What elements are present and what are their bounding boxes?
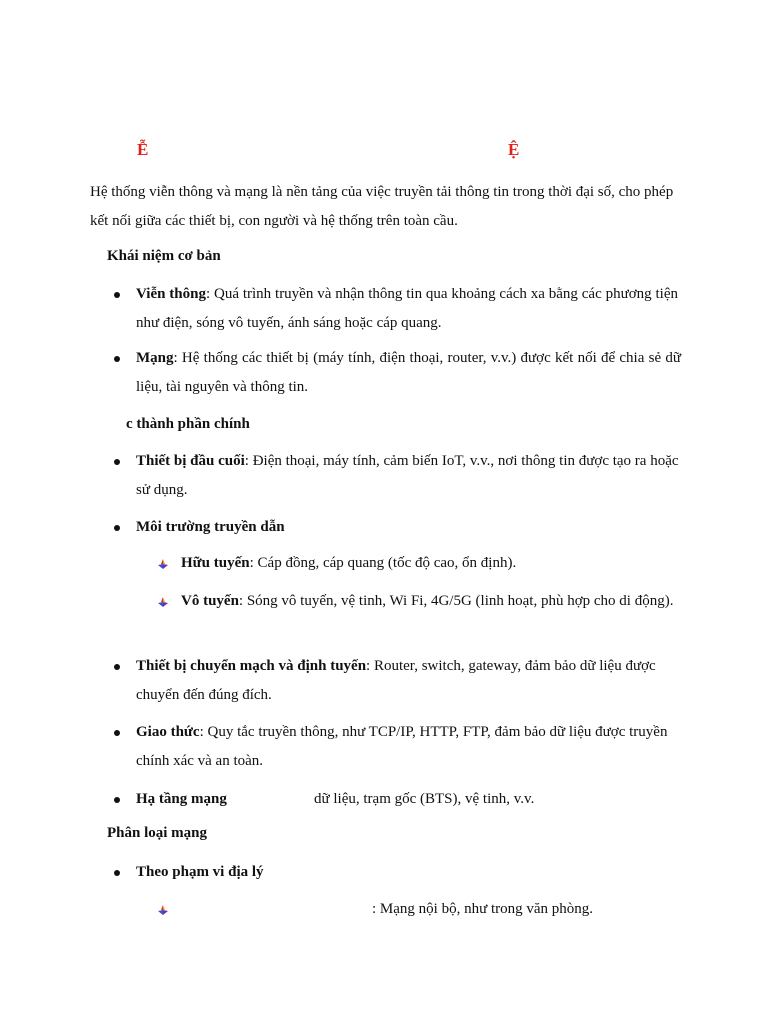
section-heading-basic-concepts: Khái niệm cơ bản <box>107 248 221 264</box>
list-item-telecom <box>136 280 678 338</box>
bullet-icon <box>114 730 120 736</box>
term-infrastructure: Hạ tầng mạng <box>136 791 227 807</box>
four-color-arrow-icon <box>158 597 168 607</box>
intro-paragraph: Hệ thống viễn thông và mạng là nền tảng của việc truyền tải thông tin trong thời đại số, cho phép kết nối giữa các thiết bị, con người và hệ thống trên toàn cầu. <box>90 184 674 229</box>
term-wired: Hữu tuyến <box>181 555 250 571</box>
title-left-fragment: Ễ <box>137 140 149 159</box>
list-item-switching-routing <box>136 652 681 710</box>
desc-protocols: : Quy tắc truyền thông, như TCP/IP, HTTP, FTP, đảm bảo dữ liệu được truyền chính xác và an toàn. <box>136 724 668 769</box>
section-heading-network-classification: Phân loại mạng <box>107 825 208 841</box>
desc-infrastructure: dữ liệu, trạm gốc (BTS), vệ tinh, v.v. <box>314 791 535 807</box>
bullet-icon <box>114 870 120 876</box>
term-network: Mạng <box>136 350 174 366</box>
sub-item-lan-desc: : Mạng nội bộ, như trong văn phòng. <box>372 901 594 917</box>
desc-wired: : Cáp đồng, cáp quang (tốc độ cao, ổn định). <box>249 555 517 571</box>
bullet-icon <box>114 525 120 531</box>
list-item-protocols <box>136 718 681 776</box>
desc-end-devices: : Điện thoại, máy tính, cảm biến IoT, v.v., nơi thông tin được tạo ra hoặc sử dụng. <box>136 453 679 498</box>
term-geographic-scope: Theo phạm vi địa lý <box>136 864 264 880</box>
title-right-fragment: Ệ <box>508 140 520 159</box>
list-item-transmission-medium <box>136 513 285 542</box>
term-end-devices: Thiết bị đầu cuối <box>136 453 245 469</box>
section-heading-main-components: c thành phần chính <box>126 416 250 432</box>
term-wireless: Vô tuyến <box>181 593 239 609</box>
bullet-icon <box>114 797 120 803</box>
term-telecom: Viễn thông <box>136 286 206 302</box>
list-item-infrastructure <box>136 785 227 814</box>
term-transmission-medium: Môi trường truyền dẫn <box>136 519 285 535</box>
bullet-icon <box>114 292 120 298</box>
bullet-icon <box>114 356 120 362</box>
desc-switching-routing: : Router, switch, gateway, đảm bảo dữ liệu được chuyển đến đúng đích. <box>136 658 656 703</box>
four-color-arrow-icon <box>158 905 168 915</box>
desc-wireless: : Sóng vô tuyến, vệ tinh, Wi Fi, 4G/5G (linh hoạt, phù hợp cho di động). <box>238 593 674 609</box>
four-color-arrow-icon <box>158 559 168 569</box>
list-item-end-devices <box>136 447 681 505</box>
bullet-icon <box>114 664 120 670</box>
list-item-geographic-scope <box>136 858 264 887</box>
term-switching-routing: Thiết bị chuyển mạch và định tuyến <box>136 658 367 674</box>
term-protocols: Giao thức <box>136 724 200 740</box>
list-item-network <box>136 344 681 402</box>
bullet-icon <box>114 459 120 465</box>
desc-network: : Hệ thống các thiết bị (máy tính, điện thoại, router, v.v.) được kết nối để chia sẻ dữ liệu, tài nguyên và thông tin. <box>136 350 681 395</box>
sub-item-wireless <box>181 587 681 616</box>
sub-item-wired <box>181 549 516 578</box>
desc-telecom: : Quá trình truyền và nhận thông tin qua khoảng cách xa bằng các phương tiện như điện, sóng vô tuyến, ánh sáng hoặc cáp quang. <box>136 286 679 331</box>
